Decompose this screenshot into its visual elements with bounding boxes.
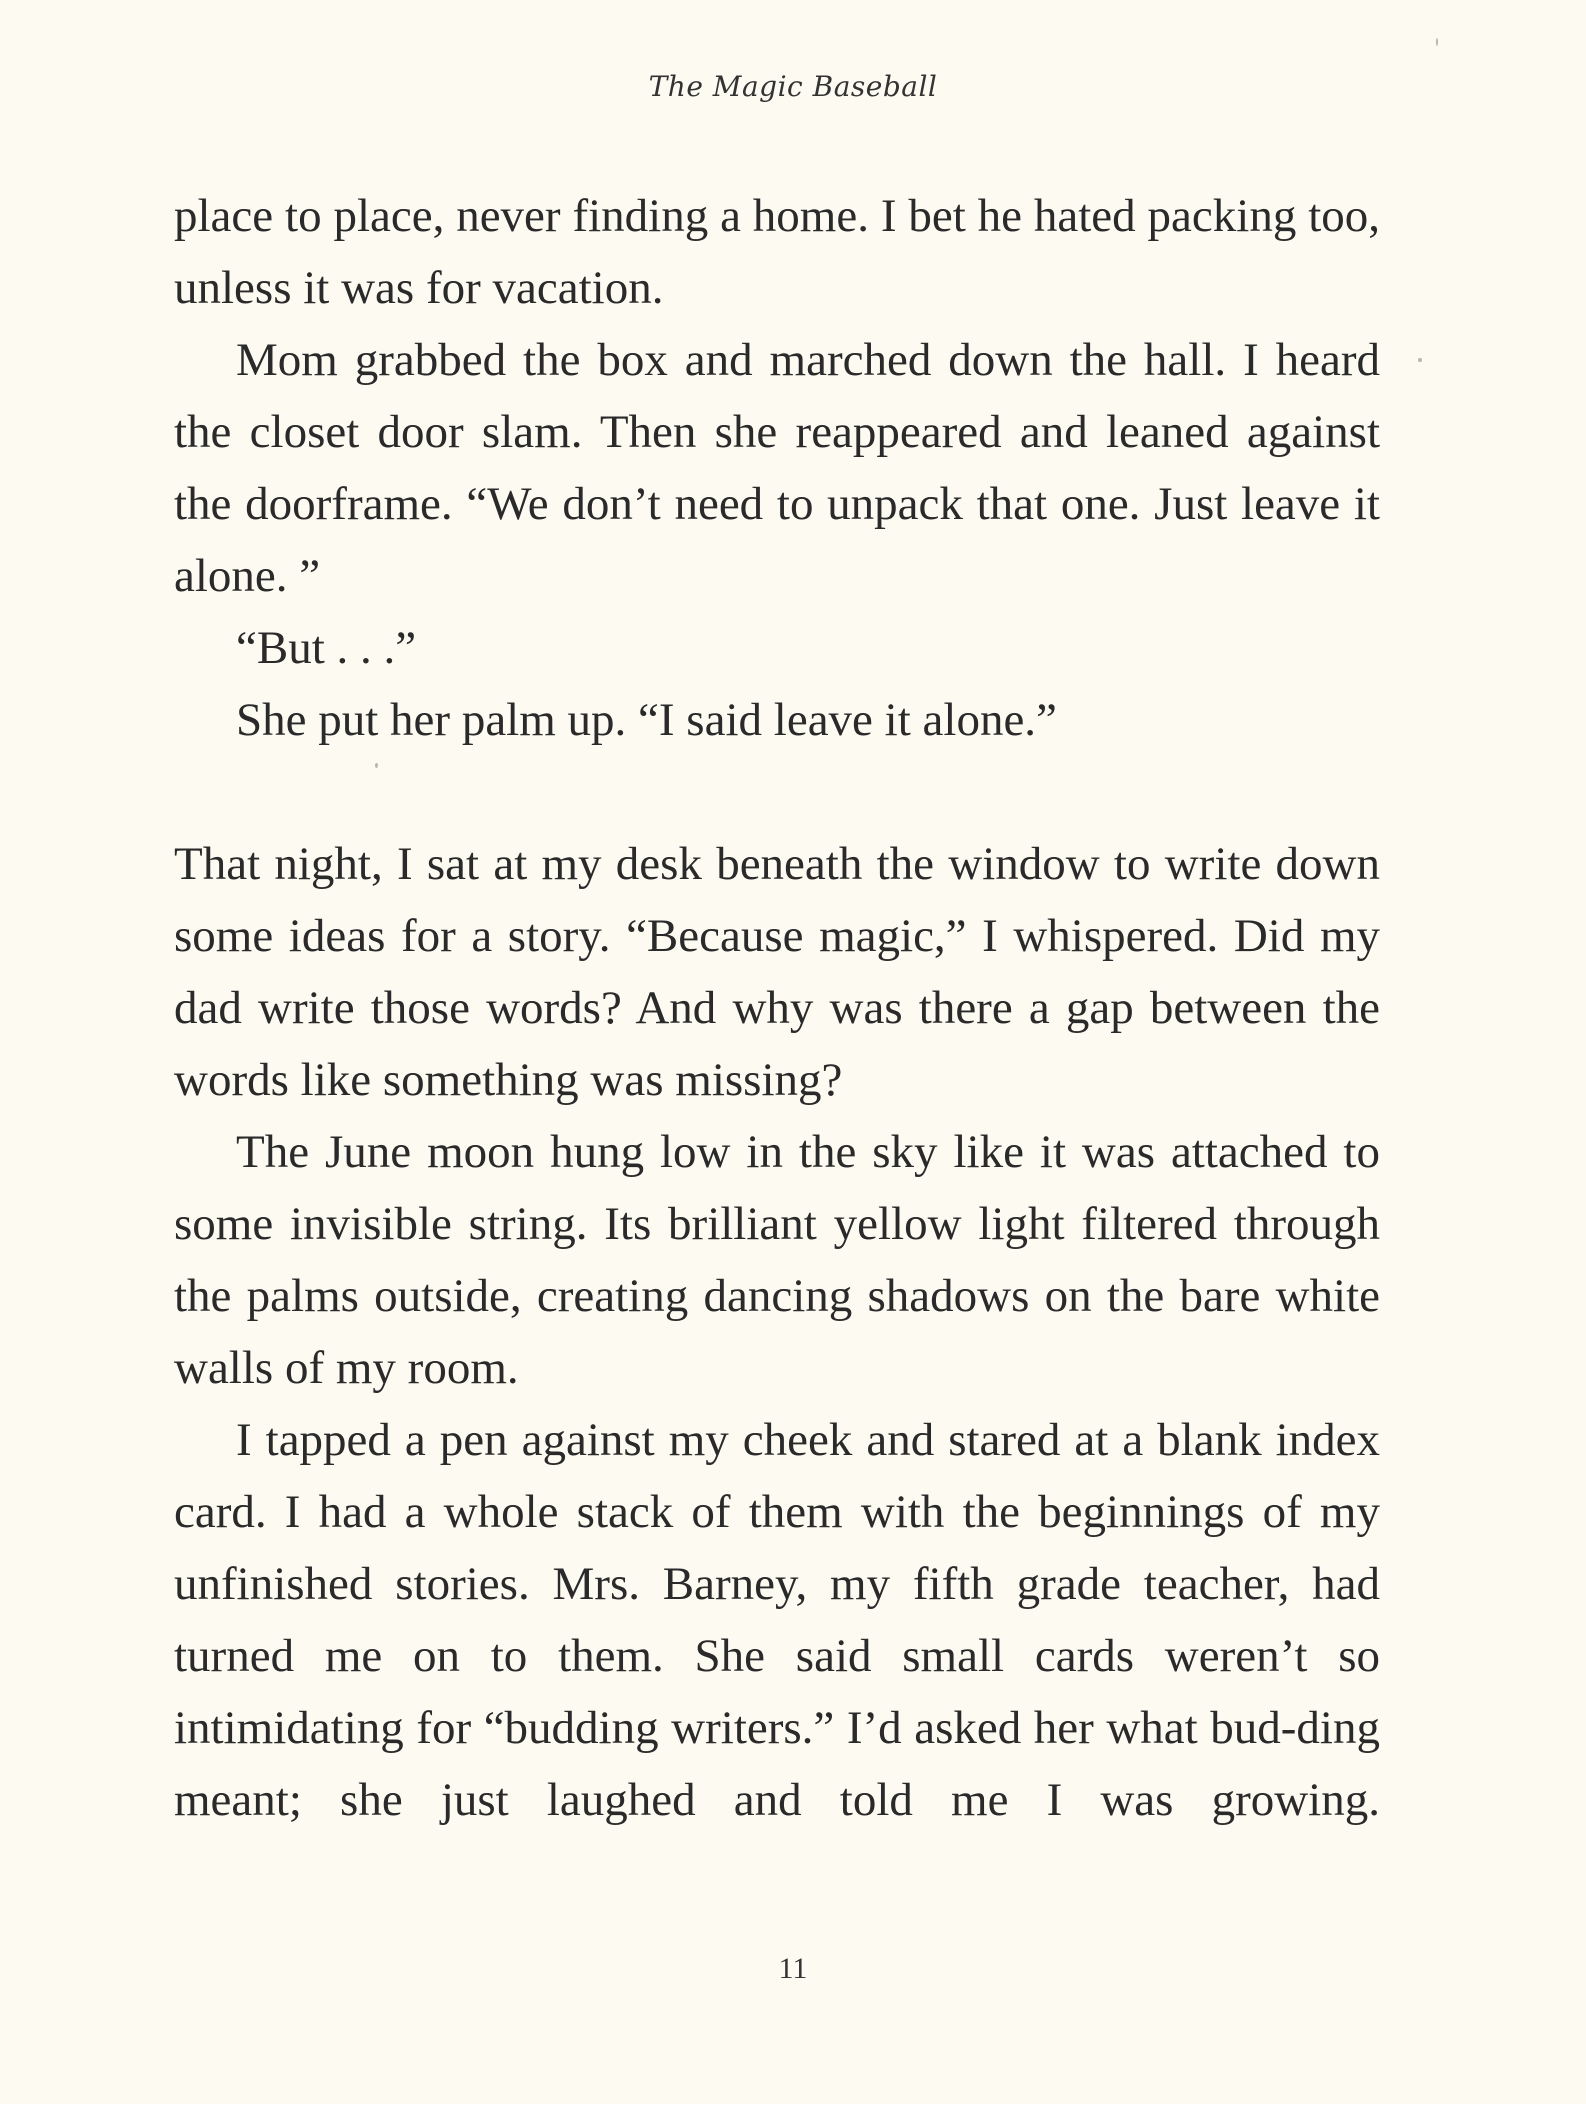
paragraph: I tapped a pen against my cheek and stared at a blank index card. I had a whole stack of them with the beginnings of my unfinished stories. Mrs. Barney, my fifth grade teacher, had turned me on to them. She said small cards weren’t so intimidating for “budding writers.” I’d asked her what bud-ding meant; she just laughed and told me I was growing.	[174, 1414, 1380, 1826]
paragraph-continued: place to place, never finding a home. I bet he hated packing too, unless it was for vacation.	[174, 190, 1380, 314]
paragraph: “But . . .”	[236, 622, 417, 674]
scan-speck	[1436, 38, 1438, 46]
paragraph: She put her palm up. “I said leave it alone.”	[236, 694, 1057, 746]
scan-speck	[1418, 358, 1422, 362]
paragraph: The June moon hung low in the sky like it was attached to some invisible string. Its brilliant yellow light filtered through the palms outside, creating dancing shadows on the bare white walls of my room.	[174, 1126, 1380, 1394]
body-text	[174, 180, 1380, 1836]
paragraph: Mom grabbed the box and marched down the hall. I heard the closet door slam. Then she reappeared and leaned against the doorframe. “We don’t need to unpack that one. Just leave it alone. ”	[174, 334, 1380, 602]
scan-speck	[375, 763, 378, 768]
page-number: 11	[778, 1952, 808, 1985]
section-break	[174, 756, 1380, 828]
paragraph-section-start: That night, I sat at my desk beneath the window to write down some ideas for a story. “Because magic,” I whispered. Did my dad write those words? And why was there a gap between the words like something was missing?	[174, 838, 1380, 1106]
running-head: The Magic Baseball	[648, 70, 938, 103]
